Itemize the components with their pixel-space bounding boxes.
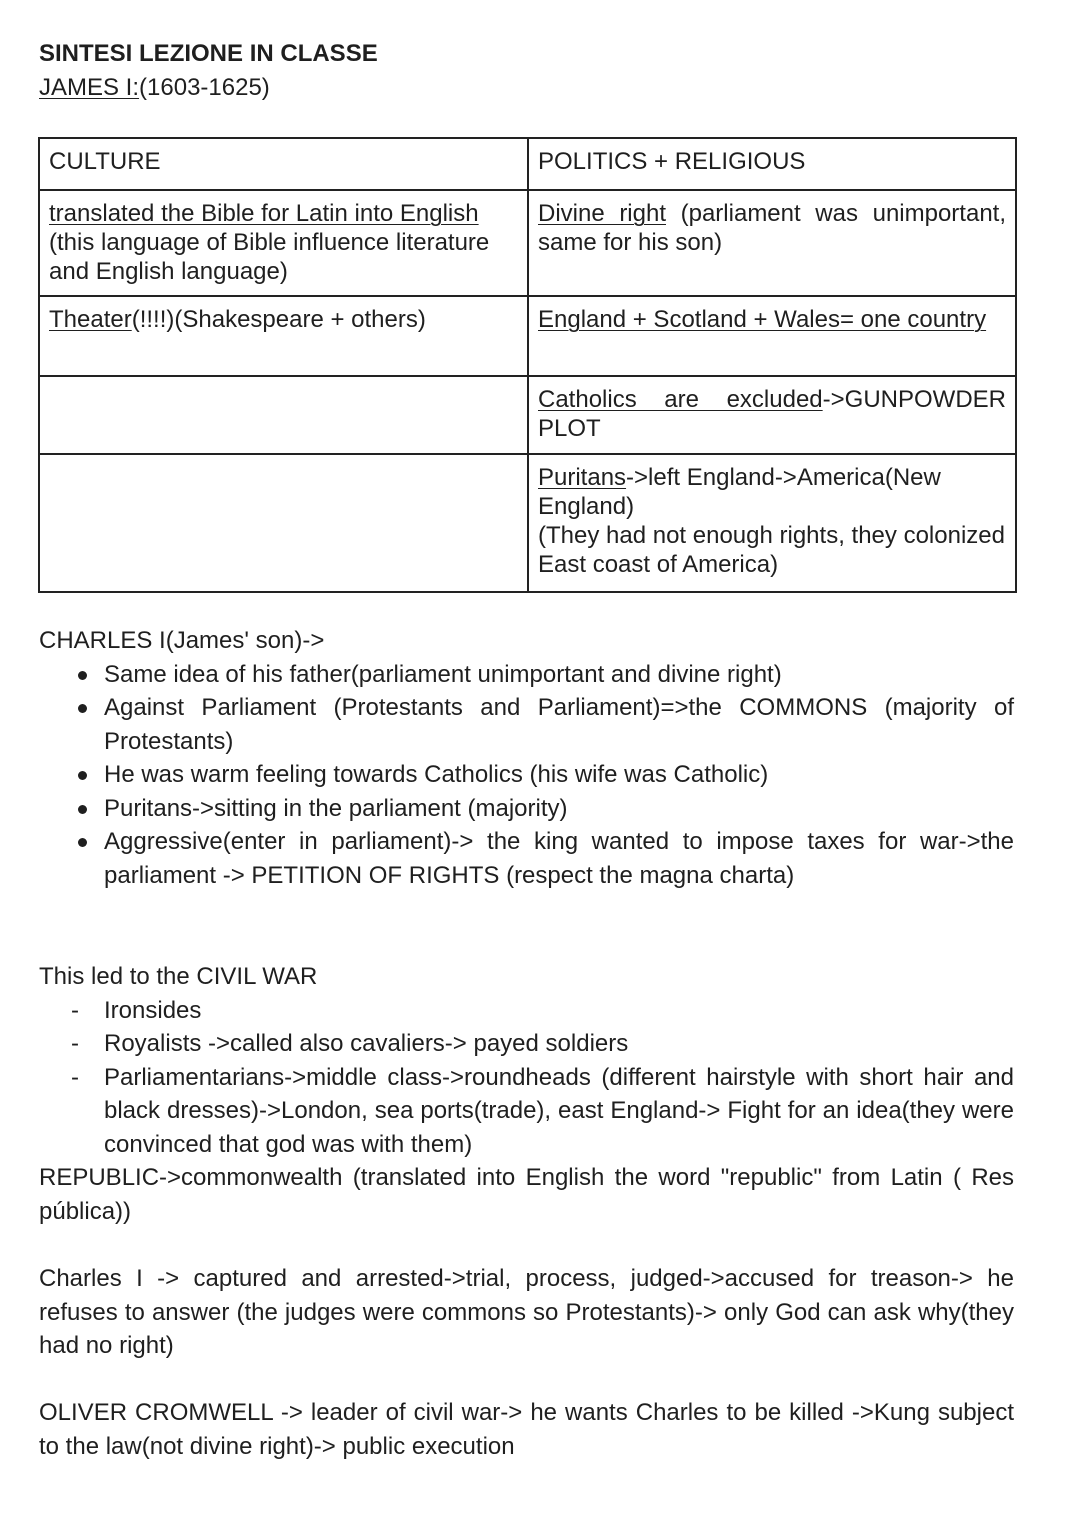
list-item: He was warm feeling towards Catholics (his wife was Catholic) — [39, 758, 1014, 792]
table-row — [39, 376, 1016, 454]
list-item: Against Parliament (Protestants and Parliament)=>the COMMONS (majority of Protestants) — [39, 691, 1014, 758]
table-cell — [528, 296, 1016, 376]
list-item: - Royalists ->called also cavaliers-> payed soldiers — [39, 1027, 1014, 1061]
section-heading: CHARLES I(James' son)-> — [39, 627, 325, 654]
table-row — [39, 138, 1016, 190]
underlined-text: Catholics are excluded — [538, 386, 823, 413]
table-row — [39, 454, 1016, 592]
paragraph-text: Charles I -> captured and arrested->trial, process, judged->accused for treason-> he refuses to answer (the judges were commons so Protestants)-> only God can ask why(they had no right) — [39, 1265, 1014, 1359]
subtitle-years: (1603-1625) — [139, 74, 270, 101]
table-header-politics: POLITICS + RELIGIOUS — [528, 138, 1016, 190]
james-table — [38, 137, 1017, 593]
cell-line: (They had not enough rights, they colonized East coast of America) — [538, 522, 1005, 578]
cell-text: (this language of Bible influence literature and English language) — [49, 229, 490, 285]
underlined-text: Divine right — [538, 200, 666, 227]
underlined-text: England + Scotland + Wales= one country — [538, 306, 987, 333]
table-cell-empty — [39, 454, 528, 592]
document-title: SINTESI LEZIONE IN CLASSE — [39, 40, 378, 67]
paragraph-text: OLIVER CROMWELL -> leader of civil war-> he wants Charles to be killed ->Kung subject to the law(not divine right)-> public execution — [39, 1399, 1014, 1460]
table-cell — [528, 190, 1016, 296]
table-cell — [39, 190, 528, 296]
charles-section — [39, 624, 1014, 892]
charles-trial-paragraph — [39, 1262, 1014, 1363]
cell-text: (!!!!)(Shakespeare + others) — [131, 306, 426, 333]
republic-paragraph: REPUBLIC->commonwealth (translated into English the word "republic" from Latin ( Res pública)) — [39, 1164, 1014, 1225]
list-item: - Ironsides — [39, 994, 1014, 1028]
list-item: Same idea of his father(parliament unimportant and divine right) — [39, 658, 1014, 692]
table-row — [39, 296, 1016, 376]
table-cell-empty — [39, 376, 528, 454]
bullet-list — [39, 658, 1014, 893]
cromwell-paragraph — [39, 1396, 1014, 1463]
table-cell — [528, 376, 1016, 454]
underlined-text: translated the Bible for Latin into English — [49, 200, 479, 227]
cell-text: (parliament was unimportant, same for his son) — [538, 200, 1006, 256]
cell-text: ->GUNPOWDER PLOT — [538, 386, 1006, 442]
table-header-culture: CULTURE — [39, 138, 528, 190]
underlined-text: Theater — [49, 306, 132, 333]
cell-text: ->left England->America(New England) — [538, 464, 941, 520]
table-cell — [528, 454, 1016, 592]
table-cell — [39, 296, 528, 376]
subtitle-king-name: JAMES I: — [39, 74, 140, 101]
section-heading: This led to the CIVIL WAR — [39, 963, 318, 990]
cell-line — [538, 463, 1006, 521]
civil-war-section — [39, 960, 1014, 1228]
dash-list — [39, 994, 1014, 1162]
underlined-text: Puritans — [538, 464, 627, 491]
table-row — [39, 190, 1016, 296]
list-item: Puritans->sitting in the parliament (majority) — [39, 792, 1014, 826]
list-item: Aggressive(enter in parliament)-> the king wanted to impose taxes for war->the parliament -> PETITION OF RIGHTS (respect the magna charta) — [39, 825, 1014, 892]
document-subtitle — [39, 73, 270, 103]
list-item: - Parliamentarians->middle class->roundheads (different hairstyle with short hair and black dresses)->London, sea ports(trade), east England-> Fight for an idea(they were convinced that god was with them) — [39, 1061, 1014, 1162]
